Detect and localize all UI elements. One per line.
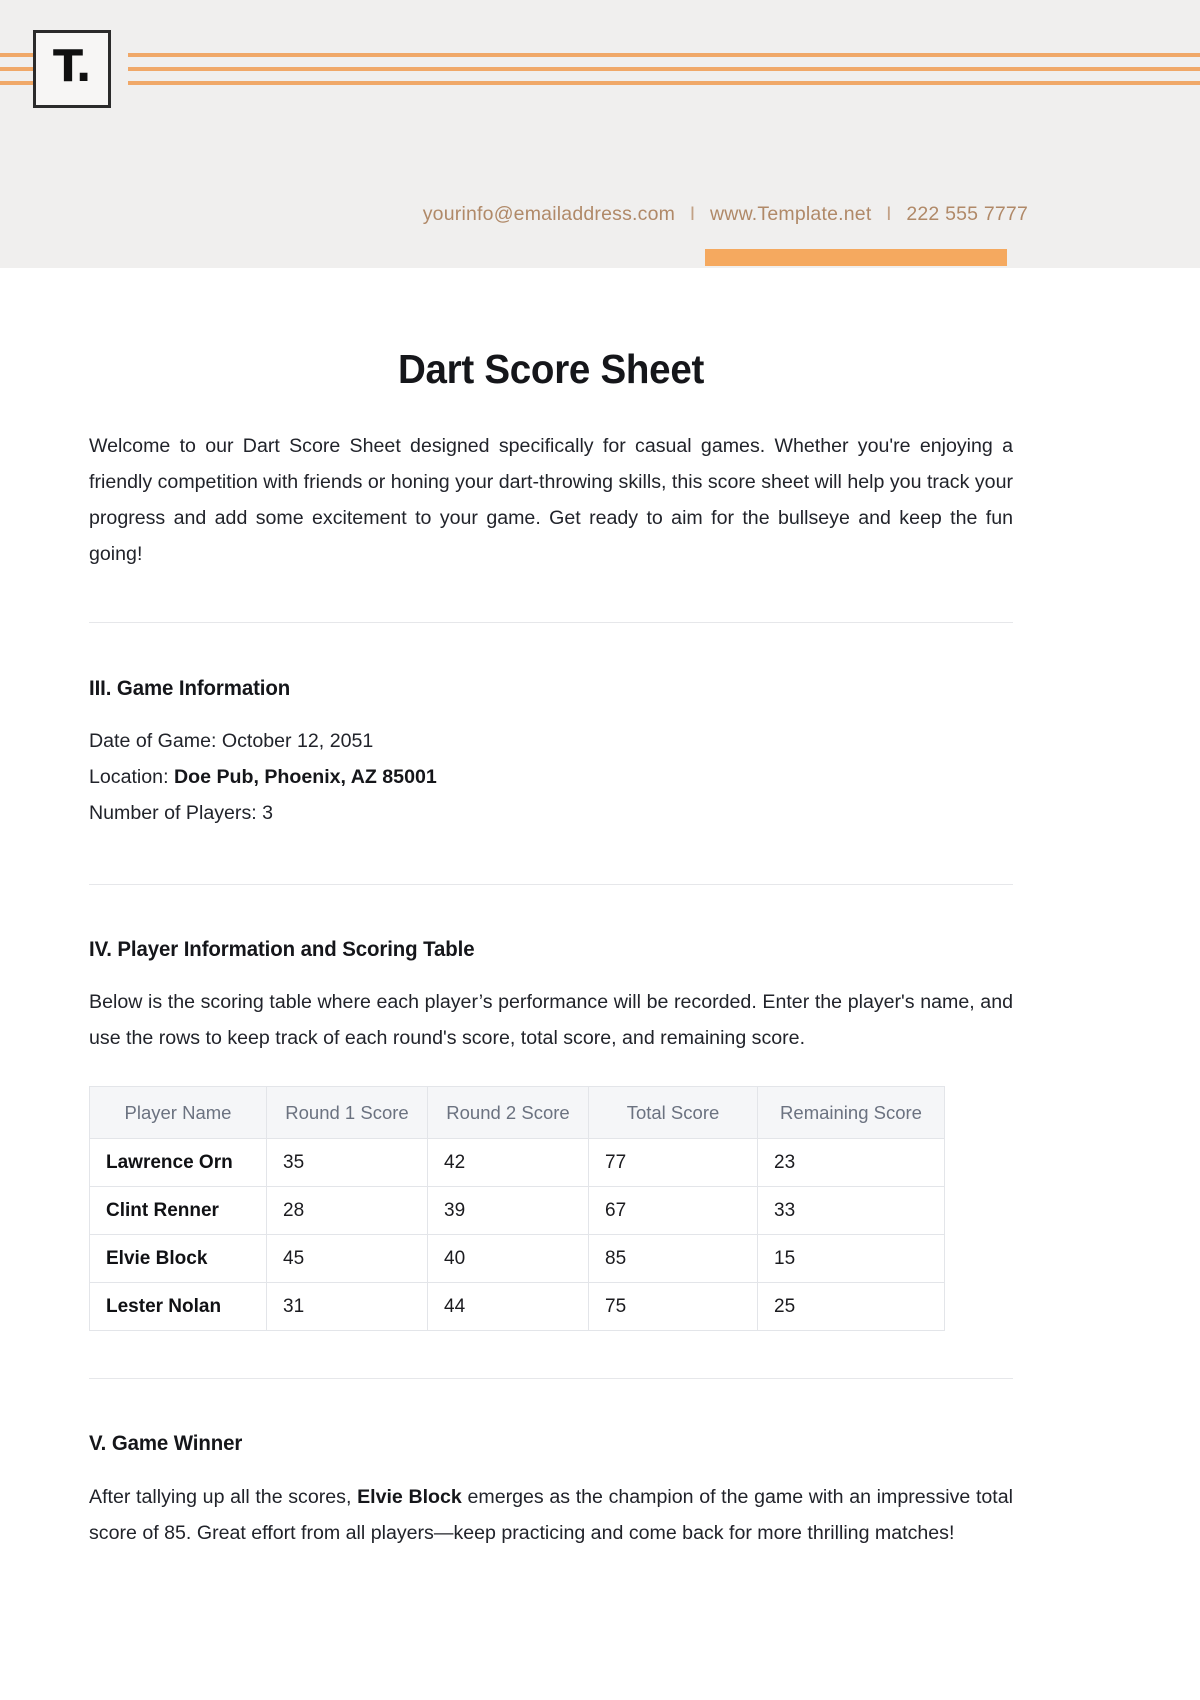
header-rule-line: [0, 67, 33, 71]
game-location-label: Location:: [89, 766, 169, 788]
cell-total: 67: [589, 1187, 758, 1235]
header-rule-line: [128, 81, 1200, 85]
column-header-remaining-score: Remaining Score: [758, 1087, 945, 1139]
cell-round-2: 44: [428, 1283, 589, 1331]
brand-logo: [33, 30, 111, 108]
header-rules-left: [0, 39, 33, 99]
contact-separator: I: [689, 203, 696, 225]
contact-phone: 222 555 7777: [906, 203, 1028, 225]
header-rule-line: [128, 67, 1200, 71]
game-players-value: 3: [262, 802, 274, 824]
header-rule-line: [0, 53, 33, 57]
game-date-line: [89, 723, 1013, 759]
scoring-table-intro: Below is the scoring table where each player’s performance will be recorded. Enter the player's name, and use the rows to keep track of each round's score, total score, and remaining score.: [89, 991, 1013, 1049]
column-header-total-score: Total Score: [589, 1087, 758, 1139]
section-heading-player-information: IV. Player Information and Scoring Table: [89, 937, 475, 961]
page-title: Dart Score Sheet: [397, 346, 705, 392]
game-players-line: [89, 795, 1013, 831]
cell-remaining: 23: [758, 1139, 945, 1187]
header-accent-bar: [705, 249, 1007, 266]
page-header: [0, 0, 1200, 268]
intro-paragraph: Welcome to our Dart Score Sheet designed specifically for casual games. Whether you're enjoying a friendly competition with friends or honing your dart-throwing skills, this score sheet will help you track your progress and add some excitement to your game. Get ready to aim for the bullseye and keep the fun going!: [89, 435, 1013, 565]
contact-website: www.Template.net: [710, 203, 872, 225]
winner-text-after: emerges as the champion of the game with an impressive total score of 85. Great effort from all players—keep practicing and come back for more thrilling matches!: [89, 1486, 1013, 1544]
page-body: [0, 268, 1200, 1551]
cell-round-2: 40: [428, 1235, 589, 1283]
table-row: [90, 1139, 945, 1187]
contact-info: [423, 203, 1028, 226]
cell-total: 85: [589, 1235, 758, 1283]
logo-row: [0, 30, 1200, 108]
game-players-label: Number of Players:: [89, 802, 257, 824]
column-header-round-2-score: Round 2 Score: [428, 1087, 589, 1139]
game-information-list: [89, 701, 1013, 831]
cell-round-1: 31: [267, 1283, 428, 1331]
header-rules-right: [128, 39, 1200, 99]
document-content: [89, 268, 1013, 1551]
scoring-table-body: [90, 1139, 945, 1331]
cell-player-name: Elvie Block: [90, 1235, 267, 1283]
cell-player-name: Clint Renner: [90, 1187, 267, 1235]
table-row: [90, 1187, 945, 1235]
cell-player-name: Lester Nolan: [90, 1283, 267, 1331]
game-winner-paragraph: [89, 1456, 1013, 1551]
game-date-value: October 12, 2051: [221, 730, 374, 752]
table-header-row: [90, 1087, 945, 1139]
logo-mark-icon: T.: [52, 41, 92, 92]
header-rule-line: [128, 53, 1200, 57]
cell-player-name: Lawrence Orn: [90, 1139, 267, 1187]
contact-email: yourinfo@emailaddress.com: [422, 203, 676, 225]
column-header-player-name: Player Name: [90, 1087, 267, 1139]
game-location-line: [89, 759, 1013, 795]
game-location-value: Doe Pub, Phoenix, AZ 85001: [173, 766, 437, 788]
cell-round-2: 39: [428, 1187, 589, 1235]
table-row: [90, 1283, 945, 1331]
column-header-round-1-score: Round 1 Score: [267, 1087, 428, 1139]
cell-total: 77: [589, 1139, 758, 1187]
game-date-label: Date of Game:: [89, 730, 217, 752]
winner-text-before: After tallying up all the scores,: [89, 1486, 358, 1508]
scoring-table: [89, 1086, 945, 1331]
cell-remaining: 25: [758, 1283, 945, 1331]
cell-total: 75: [589, 1283, 758, 1331]
scoring-table-head: [90, 1087, 945, 1139]
cell-remaining: 33: [758, 1187, 945, 1235]
cell-round-1: 28: [267, 1187, 428, 1235]
header-rule-line: [0, 81, 33, 85]
table-row: [90, 1235, 945, 1283]
section-heading-game-winner: V. Game Winner: [89, 1431, 243, 1455]
cell-remaining: 15: [758, 1235, 945, 1283]
winner-name: Elvie Block: [357, 1486, 462, 1508]
cell-round-1: 45: [267, 1235, 428, 1283]
cell-round-2: 42: [428, 1139, 589, 1187]
section-heading-game-information: III. Game Information: [89, 676, 291, 700]
cell-round-1: 35: [267, 1139, 428, 1187]
contact-separator: I: [886, 203, 892, 225]
